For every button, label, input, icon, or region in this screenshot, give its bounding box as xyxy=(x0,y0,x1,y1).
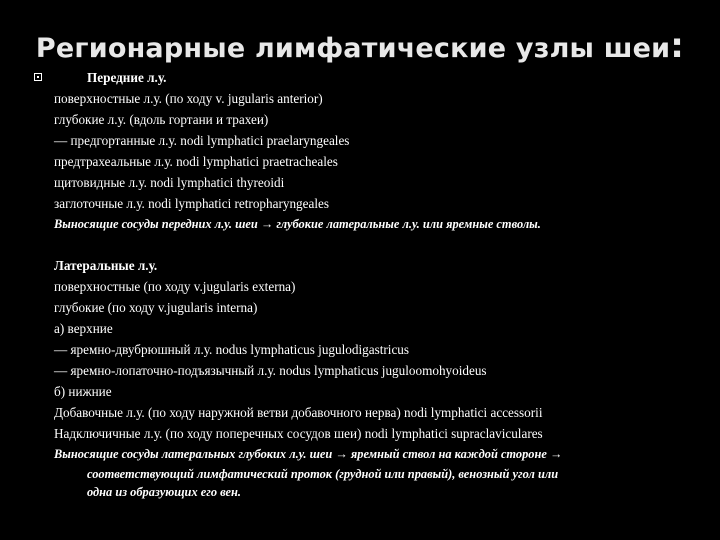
list-item: глубокие л.у. (вдоль гортани и трахеи) xyxy=(54,112,269,127)
list-item: глубокие (по ходу v.jugularis interna) xyxy=(54,300,258,315)
section-gap xyxy=(54,235,694,255)
lateral-drainage-note-line3: одна из образующих его вен. xyxy=(87,485,241,499)
list-item: — яремно-двубрюшный л.у. nodus lymphaticus jugulodigastricus xyxy=(54,342,410,357)
section-heading-anterior-text: Передние л.у. xyxy=(87,70,167,85)
section-heading-anterior xyxy=(54,67,694,88)
list-item: — яремно-лопаточно-подъязычный л.у. nodus lymphaticus juguloomohyoideus xyxy=(54,363,487,378)
list-item: б) нижние xyxy=(54,384,112,399)
slide-content xyxy=(54,67,694,501)
list-item: заглоточные л.у. nodi lymphatici retropharyngeales xyxy=(54,196,329,211)
square-bullet-icon xyxy=(34,73,42,81)
slide-title-colon: : xyxy=(670,26,685,66)
list-item: Надключичные л.у. (по ходу поперечных сосудов шеи) nodi lymphatici supraclaviculares xyxy=(54,426,543,441)
list-item: — предгортанные л.у. nodi lymphatici praelaryngeales xyxy=(54,133,350,148)
anterior-drainage-note: Выносящие сосуды передних л.у. шеи → глубокие латеральные л.у. или яремные стволы. xyxy=(54,217,541,231)
list-item: предтрахеальные л.у. nodi lymphatici praetracheales xyxy=(54,154,338,169)
list-item: а) верхние xyxy=(54,321,113,336)
list-item: Добавочные л.у. (по ходу наружной ветви добавочного нерва) nodi lymphatici accessorii xyxy=(54,405,543,420)
slide-title xyxy=(0,26,720,66)
section-heading-lateral: Латеральные л.у. xyxy=(54,258,158,273)
lateral-drainage-note-line1: Выносящие сосуды латеральных глубоких л.у. шеи → яремный ствол на каждой стороне → xyxy=(54,447,563,461)
list-item: щитовидные л.у. nodi lymphatici thyreoidi xyxy=(54,175,285,190)
list-item: поверхностные л.у. (по ходу v. jugularis anterior) xyxy=(54,91,323,106)
slide-title-text: Регионарные лимфатические узлы шеи xyxy=(35,33,671,64)
list-item: поверхностные (по ходу v.jugularis externa) xyxy=(54,279,296,294)
lateral-drainage-note-line2: соответствующий лимфатический проток (грудной или правый), венозный угол или xyxy=(87,467,559,481)
